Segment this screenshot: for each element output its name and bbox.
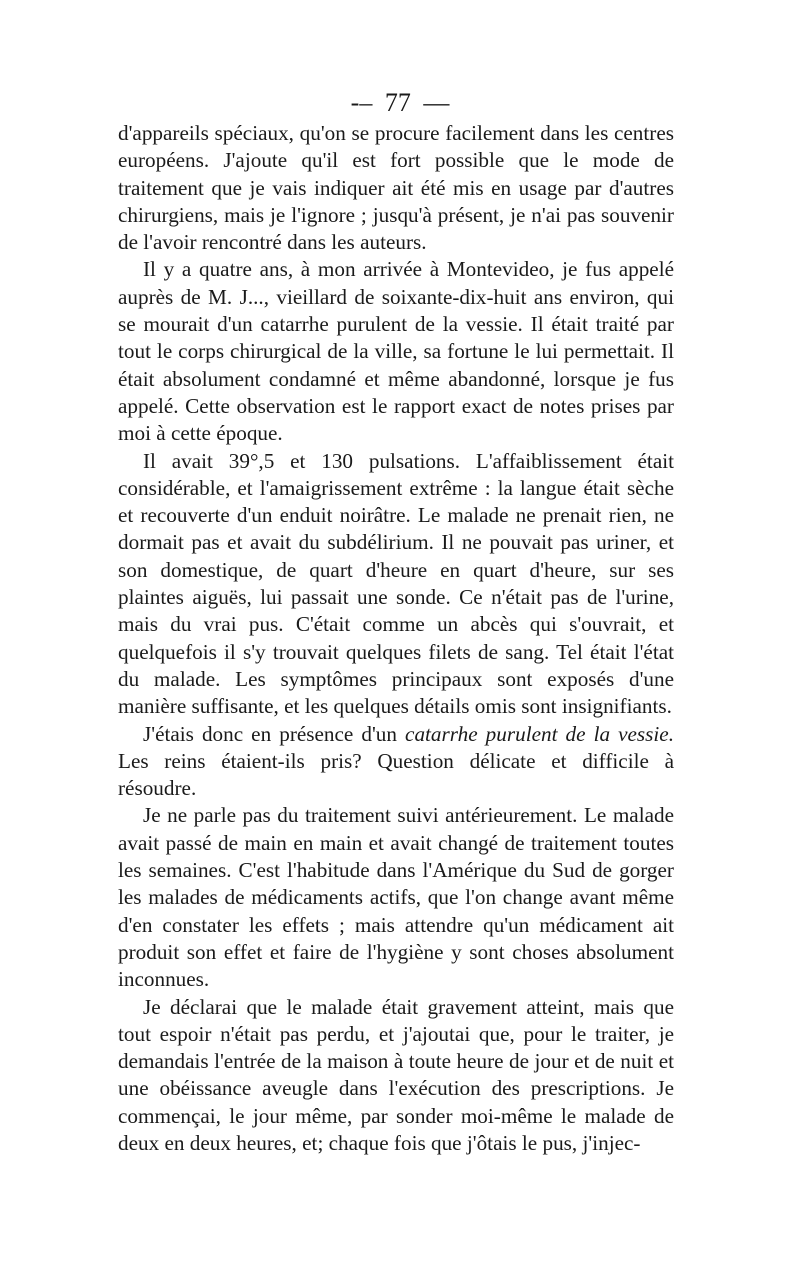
page-number-dash-left: -– [350,88,373,117]
paragraph-4-italic-term: catarrhe purulent de la vessie. [405,721,675,746]
paragraph-5: Je ne parle pas du traitement suivi antérieurement. Le malade avait passé de main en main et avait changé de traitement toutes les semaines. C'est l'habitude dans l'Amérique du Sud de gorger les malades de médicaments actifs, que l'on change avant même d'en constater les effets ; mais attendre qu'un médicament ait produit son effet et faire de l'hygiène y sont choses absolument inconnues. [118,803,674,992]
paragraph-6: Je déclarai que le malade était gravement atteint, mais que tout espoir n'était pas perdu, et j'ajoutai que, pour le traiter, je demandais l'entrée de la maison à toute heure de jour et de nuit et une obéissance aveugle dans l'exécution des prescriptions. Je commençai, le jour même, par sonder moi-même le malade de deux en deux heures, et; chaque fois que j'ôtais le pus, j'injec- [118,994,674,1155]
page-number: 77 [384,88,411,117]
page-number-dash-right: — [423,88,450,117]
paragraph-2: Il y a quatre ans, à mon arrivée à Montevideo, je fus appelé auprès de M. J..., vieillard de soixante-dix-huit ans environ, qui se mourait d'un catarrhe purulent de la vessie. Il était traité par tout le corps chirurgical de la ville, sa fortune le lui permettait. Il était absolument condamné et même abandonné, lorsque je fus appelé. Cette observation est le rapport exact de notes prises par moi à cette époque. [118,257,674,446]
page-number-header [0,88,800,118]
paragraph-3: Il avait 39°,5 et 130 pulsations. L'affaiblissement était considérable, et l'amaigrissement extrême : la langue était sèche et recouverte d'un enduit noirâtre. Le malade ne prenait rien, ne dormait pas et avait du subdélirium. Il ne pouvait pas uriner, et son domestique, de quart d'heure en quart d'heure, sur ses plaintes aiguës, lui passait une sonde. Ce n'était pas de l'urine, mais du vrai pus. C'était comme un abcès qui s'ouvrait, et quelquefois il s'y trouvait quelques filets de sang. Tel était l'état du malade. Les symptômes principaux sont exposés d'une manière suffisante, et les quelques détails omis sont insignifiants. [118,448,674,719]
paragraph-4-text-after: Les reins étaient-ils pris? Question délicate et difficile à résoudre. [118,748,674,801]
paragraph-1: d'appareils spéciaux, qu'on se procure facilement dans les centres européens. J'ajoute qu'il est fort possible que le mode de traitement que je vais indiquer ait été mis en usage par d'autres chirurgiens, mais je l'ignore ; jusqu'à présent, je n'ai pas souvenir de l'avoir rencontré dans les auteurs. [118,121,674,255]
body-text [118,120,674,1157]
paragraph-4-text-before: J'étais donc en présence d'un [143,721,406,746]
paragraph-4 [118,721,674,803]
